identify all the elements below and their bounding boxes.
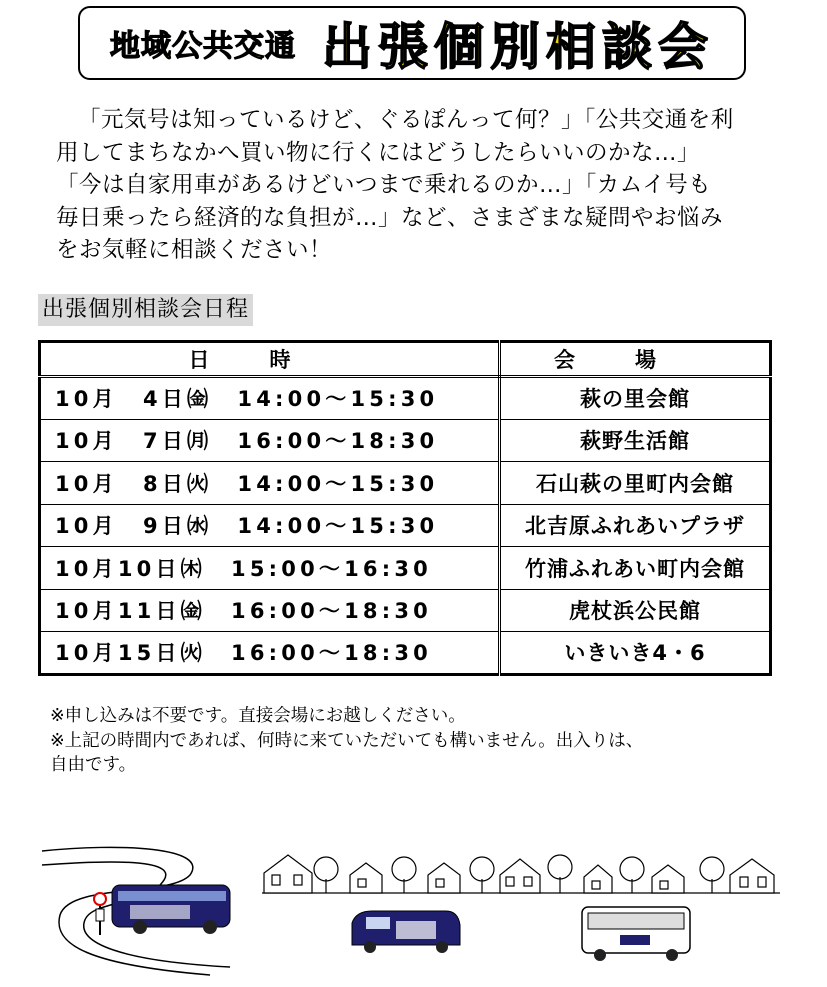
intro-line: 「元気号は知っているけど、ぐるぽんって何？」「公共交通を利 bbox=[78, 107, 734, 133]
intro-line: をお気軽に相談ください！ bbox=[56, 237, 333, 263]
row-venue: 萩野生活館 bbox=[500, 419, 771, 462]
title-subtitle: 地域公共交通 bbox=[110, 29, 296, 64]
table-header-row bbox=[40, 342, 771, 377]
title-banner bbox=[78, 6, 746, 80]
page-title: 出張個別相談会 bbox=[322, 18, 714, 76]
row-datetime: 10月 9日㈬ 14:00〜15:30 bbox=[40, 504, 500, 547]
intro-line: 毎日乗ったら経済的な負担が…」など、さまざまな疑問やお悩み bbox=[56, 204, 724, 231]
table-row bbox=[40, 589, 771, 632]
note-line: 自由です。 bbox=[50, 755, 137, 775]
row-venue: 石山萩の里町内会館 bbox=[500, 462, 771, 505]
bus-stop-icon bbox=[94, 893, 106, 935]
house-icon bbox=[500, 859, 540, 893]
house-icon bbox=[652, 865, 684, 893]
row-datetime: 10月 7日㈪ 16:00〜18:30 bbox=[40, 419, 500, 462]
house-icon bbox=[730, 859, 774, 893]
column-header-datetime: 日時 bbox=[40, 342, 500, 377]
intro-line: 「今は自家用車があるけどいつまで乗れるのか…」「カムイ号も bbox=[56, 172, 712, 198]
tree-icon bbox=[620, 857, 644, 893]
minibus-icon bbox=[582, 907, 690, 961]
tree-icon bbox=[392, 857, 416, 893]
row-venue: 北吉原ふれあいプラザ bbox=[500, 504, 771, 547]
row-venue: 虎杖浜公民館 bbox=[500, 589, 771, 632]
row-datetime: 10月11日㈮ 16:00〜18:30 bbox=[40, 589, 500, 632]
house-icon bbox=[350, 863, 382, 893]
house-icon bbox=[428, 863, 460, 893]
tree-icon bbox=[314, 857, 338, 893]
notes bbox=[50, 704, 790, 778]
row-datetime: 10月 4日㈮ 14:00〜15:30 bbox=[40, 377, 500, 420]
row-venue: 竹浦ふれあい町内会館 bbox=[500, 547, 771, 590]
table-row bbox=[40, 547, 771, 590]
row-venue: 萩の里会館 bbox=[500, 377, 771, 420]
schedule-table bbox=[38, 340, 772, 676]
transport-illustration bbox=[0, 835, 827, 985]
intro-paragraph bbox=[56, 104, 796, 267]
tree-icon bbox=[700, 857, 724, 893]
table-row bbox=[40, 419, 771, 462]
note-line: ※上記の時間内であれば、何時に来ていただいても構いません。出入りは、 bbox=[50, 730, 644, 751]
van-icon bbox=[352, 911, 460, 953]
row-venue: いきいき4・6 bbox=[500, 632, 771, 675]
row-datetime: 10月 8日㈫ 14:00〜15:30 bbox=[40, 462, 500, 505]
schedule-heading: 出張個別相談会日程 bbox=[38, 294, 253, 326]
column-header-venue: 会場 bbox=[500, 342, 771, 377]
note-line: ※申し込みは不要です。直接会場にお越しください。 bbox=[50, 706, 466, 726]
table-row bbox=[40, 632, 771, 675]
tree-icon bbox=[470, 857, 494, 893]
bus-icon bbox=[112, 885, 230, 934]
house-icon bbox=[584, 865, 612, 893]
table-row bbox=[40, 462, 771, 505]
table-row bbox=[40, 377, 771, 420]
intro-line: 用してまちなかへ買い物に行くにはどうしたらいいのかな…」 bbox=[56, 139, 701, 166]
row-datetime: 10月10日㈭ 15:00〜16:30 bbox=[40, 547, 500, 590]
house-icon bbox=[264, 855, 312, 893]
row-datetime: 10月15日㈫ 16:00〜18:30 bbox=[40, 632, 500, 675]
table-row bbox=[40, 504, 771, 547]
tree-icon bbox=[548, 855, 572, 893]
